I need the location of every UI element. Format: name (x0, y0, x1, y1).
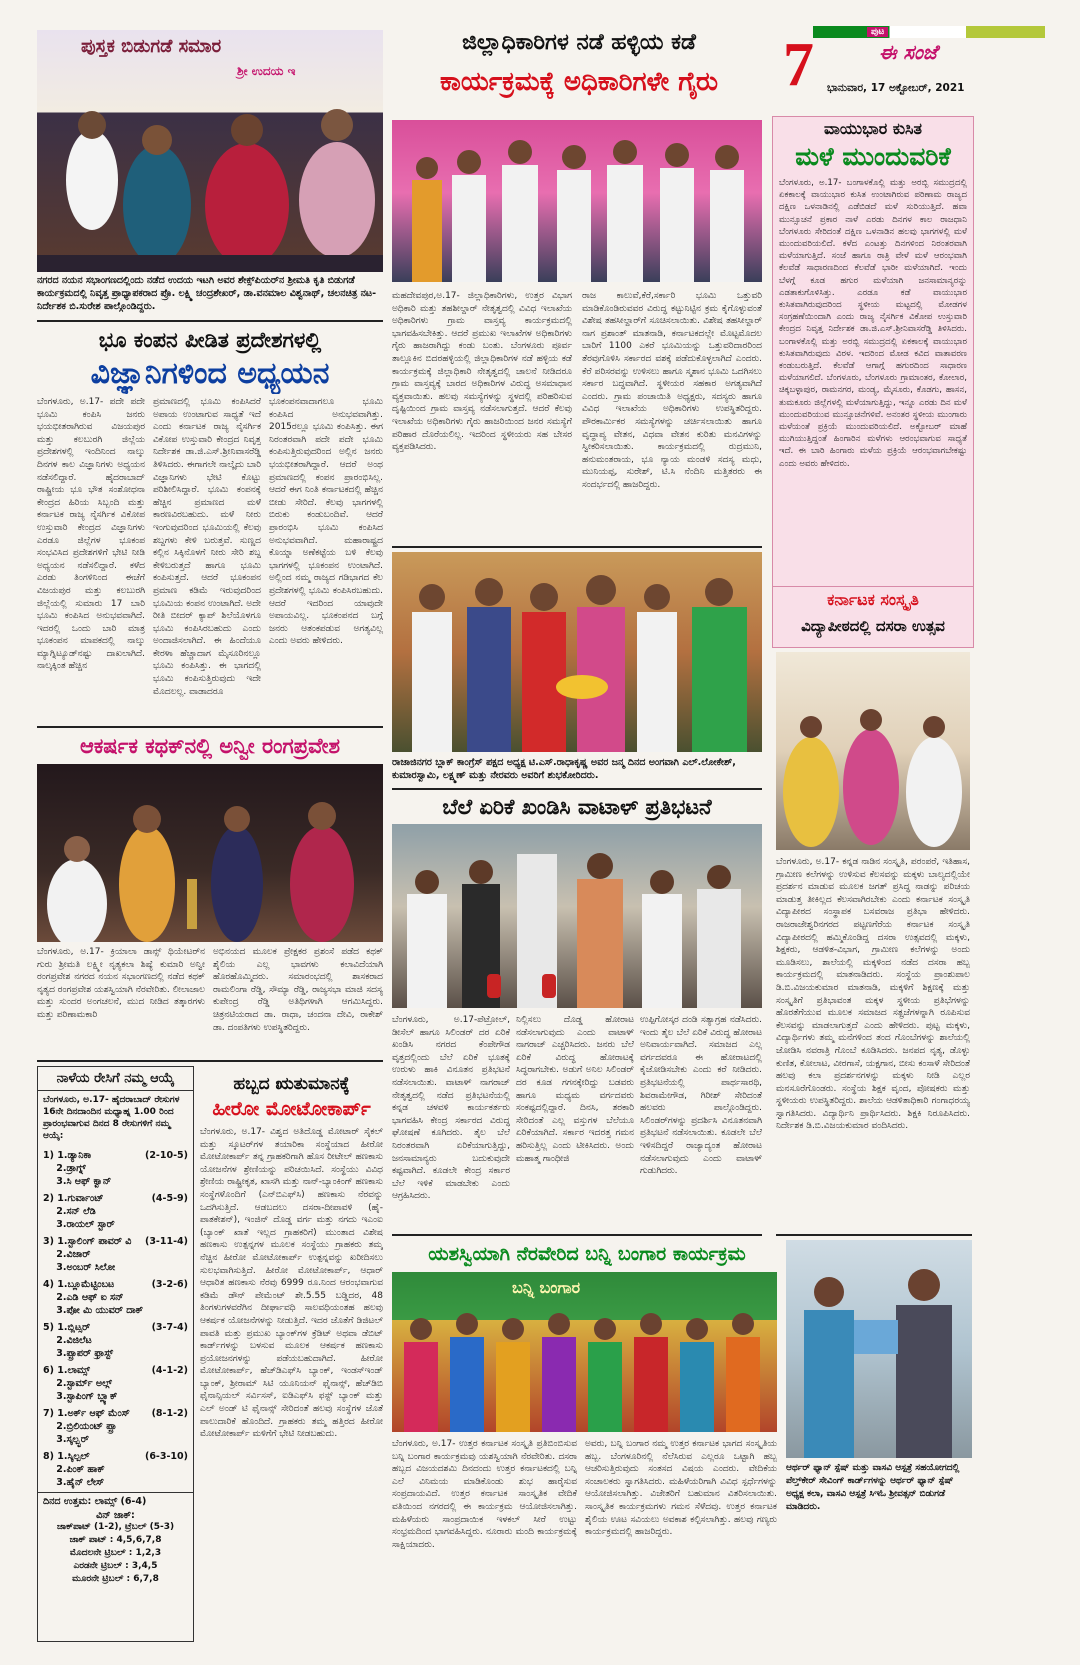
race-horse-name: 2.ಎಡಿ ಆಫ್ ಐ ಸನ್ (43, 1292, 124, 1303)
race-code: (8-1-2) (151, 1408, 188, 1419)
masthead (783, 26, 1045, 106)
race-code: (3-2-6) (151, 1279, 188, 1290)
rain-body: ಬೆಂಗಳೂರು, ಅ.17- ಬಂಗಾಳಕೊಲ್ಲಿ ಮತ್ತು ಅರಬ್ಬಿ ಸಮುದ್ರದಲ್ಲಿ ಏಕಕಾಲಕ್ಕೆ ವಾಯುಭಾರ ಕುಸಿತ ಉಂಟಾಗಿರುವ ಪರಿಣಾಮ ರಾಜ್ಯದ ದಕ್ಷಿಣ ಒಳನಾಡಿನಲ್ಲಿ ಎಡೆಬಿಡದೆ ಮಳೆ ಸುರಿಯುತ್ತಿದೆ. ಹವಾ ಮುನ್ಸೂಚನೆ ಪ್ರಕಾರ ನಾಳೆ ಎರಡು ದಿನಗಳ ಕಾಲ ರಾಜಧಾನಿ ಬೆಂಗಳೂರು ಸೇರಿದಂತೆ ದಕ್ಷಿಣ ಒಳನಾಡಿನ ಹಲವು ಭಾಗಗಳಲ್ಲಿ ಮಳೆ ಮುಂದುವರಿಯಲಿದೆ. ಕಳೆದ ಎಂಟತ್ತು ದಿನಗಳಿಂದ ನಿರಂತರವಾಗಿ ಮಳೆಯಾಗುತ್ತಿದೆ. ಸಂಜೆ ಹಾಗೂ ರಾತ್ರಿ ವೇಳೆ ಮಳೆ ಆರಂಭವಾಗಿ ಕೆಲವೆಡೆ ಸಾಧಾರಣದಿಂದ ಕೆಲವೆಡೆ ಭಾರೀ ಮಳೆಯಾಗಿದೆ. ಇಂದು ಬೆಳಗ್ಗೆ ಕೂಡ ಹಗುರ ಮಳೆಯಾಗಿ ಜನಸಾಮಾನ್ಯರನ್ನು ಎಡತಾಕುಗೊಳಿಸಿತ್ತು. ಎರಡೂ ಕಡೆ ವಾಯುಭಾರ ಕುಸಿತವಾಗಿರುವುದರಿಂದ ಸ್ಥಳೀಯ ಮಟ್ಟದಲ್ಲಿ ಮೋಡಗಳ ಸಂಗ್ರಹಣೆಯಿಂದಾಗಿ ಎಂದು ರಾಜ್ಯ ನೈಸರ್ಗಿಕ ವಿಕೋಪ ಉಸ್ತುವಾರಿ ಕೇಂದ್ರದ ನಿವೃತ್ತ ನಿರ್ದೇಶಕ ಡಾ.ಜಿ.ಎಸ್.ಶ್ರೀನಿವಾಸರೆಡ್ಡಿ ತಿಳಿಸಿದರು. ಬಂಗಾಳಕೊಲ್ಲಿ ಮತ್ತು ಅರಬ್ಬಿ ಸಮುದ್ರದಲ್ಲಿ ಏಕಕಾಲಕ್ಕೆ ವಾಯುಭಾರ ಕುಸಿತವಾಗಿರುವುದು ವಿರಳ. ಇದರಿಂದ ಮೋಡ ಕವಿದ ವಾತಾವರಣ ಕಂಡುಬರುತ್ತಿದೆ. ಕೆಲವೆಡೆ ಆಗಾಗ್ಗೆ ಹಗುರದಿಂದ ಸಾಧಾರಣ ಮಳೆಯಾಗಲಿದೆ. ಬೆಂಗಳೂರು, ಬೆಂಗಳೂರು ಗ್ರಾಮಾಂತರ, ಕೋಲಾರ, ಚಿಕ್ಕಬಳ್ಳಾಪುರ, ರಾಮನಗರ, ಮಂಡ್ಯ, ಮೈಸೂರು, ಕೊಡಗು, ಹಾಸನ, ತುಮಕೂರು ಜಿಲ್ಲೆಗಳಲ್ಲಿ ಮಳೆಯಾಗುತ್ತಿದ್ದು, ಇನ್ನೂ ಎರಡು ದಿನ ಮಳೆ ಮುಂದುವರಿಯುವ ಮುನ್ಸೂಚನೆಗಳಿವೆ. ಅನಂತರ ಸ್ಥಳೀಯ ಮುಂಗಾರು ಮಳೆಯಂತೆ ಪ್ರಕ್ರಿಯೆ ಮುಂದುವರಿಯಲಿದೆ. ಅಕ್ಟೋಬರ್ ಮಾಹೆ ಮುಗಿಯುತ್ತಿದ್ದಂತೆ ಹಿಂಗಾರಿನ ಮಳೆಗಳು ಆರಂಭವಾಗುವ ಸಾಧ್ಯತೆ ಇದೆ. ಈ ಬಾರಿ ಹಿಂಗಾರು ಮಳೆಯ ಪ್ರಕ್ರಿಯೆ ಆರಂಭವಾಗಬೇಕಷ್ಟು ಎಂದು ಅವರು ಹೇಳಿದರು. (779, 178, 967, 469)
book-release-photo (37, 30, 383, 272)
race-horse-row (43, 1192, 188, 1205)
dasara-body: ಬೆಂಗಳೂರು, ಅ.17- ಕನ್ನಡ ನಾಡಿನ ಸಂಸ್ಕೃತಿ, ಪರಂಪರೆ, ಇತಿಹಾಸ, ಗ್ರಾಮೀಣ ಕಲೆಗಳನ್ನು ಉಳಿಸುವ ಕೆಲಸವನ್ನು ಮಕ್ಕಳು ಬಾಲ್ಯದಲ್ಲಿಯೇ ಪ್ರದರ್ಶನ ಮಾಡುವ ಮೂಲಕ ಜಗತ್ ಪ್ರಸಿದ್ಧ ನಾಡನ್ನು ಪರಿಚಯ ಮಾಡುತ್ತ ತೀಕಿಲ್ಲದ ಕೆಲಸವಾಗಿರಬೇಕು ಎಂದು ಕರ್ನಾಟಕ ಸಂಸ್ಕೃತಿ ವಿದ್ಯಾಪೀಠದ ಸಂಸ್ಥಾಪಕ ಬಸವರಾಜ ಪ್ರತಿಭಾ ಹೇಳಿದರು. ರಾಜರಾಜೇಶ್ವರಿನಗರದ ಪಟ್ಟಣಗೆರೆಯ ಕರ್ನಾಟಕ ಸಂಸ್ಕೃತಿ ವಿದ್ಯಾಪೀಠದಲ್ಲಿ ಹಮ್ಮಿಕೊಂಡಿದ್ದ ದಸರಾ ಉತ್ಸವದಲ್ಲಿ ಮಕ್ಕಳು, ಶಿಕ್ಷಕರು, ಆಡಳಿತ-ವಿಭಾಗ, ಗ್ರಾಮೀಣ ಕಲೆಗಳನ್ನು ಅಂದು ಮೂಡಿಸಲು, ಶಾಲೆಯಲ್ಲಿ ಮಕ್ಕಳಿಂದ ನಡೆದ ದಸರಾ ಹಬ್ಬ ಕಾರ್ಯಕ್ರಮದಲ್ಲಿ ಮಾತನಾಡಿದರು. ಸಂಸ್ಥೆಯ ಪ್ರಾಂಶುಪಾಲ ಡಿ.ಬಿ.ವಿಜಯಕುಮಾರ ಮಾತನಾಡಿ, ಮಕ್ಕಳಿಗೆ ಶಿಕ್ಷಣಕ್ಕೆ ಮತ್ತು ಸಂಸ್ಕೃತಿಗೆ ಪ್ರತಿಭಾವಂತ ಮಕ್ಕಳ ಸ್ಥಳೀಯ ಪ್ರತಿಭೆಗಳನ್ನು ಹೊರತೆಗೆಯುವ ಮೂಲಕ ಸಮಾಜದ ಸತ್ಪ್ರಜೆಗಳನ್ನಾಗಿ ರೂಪಿಸುವ ಕೆಲಸವನ್ನು ಮಾಡಲಾಗುತ್ತದೆ ಎಂದು ಹೇಳಿದರು. ಪುಟ್ಟ ಮಕ್ಕಳು, ವಿದ್ಯಾರ್ಥಿಗಳು ತಮ್ಮ ಮನೆಗಳಿಂದ ತಂದ ಗೊಂಬೆಗಳನ್ನು ಶಾಲೆಯಲ್ಲಿ ಜೋಡಿಸಿ ನವರಾತ್ರಿ ಗೊಂಬೆ ಕೂಡಿಸಿದರು. ಜನಪದ ನೃತ್ಯ, ಡೊಳ್ಳು ಕುಣಿತ, ಕೋಲಾಟ, ವೀರಗಾಸೆ, ಯಕ್ಷಗಾನ, ಬೀಸು ಕಂಸಾಳೆ ಸೇರಿದಂತೆ ಹಲವು ಕಲಾ ಪ್ರದರ್ಶನಗಳನ್ನು ಮಕ್ಕಳು ನೀಡಿ ಎಲ್ಲರ ಮನಸೂರೆಗೊಂಡರು. ಸಂಸ್ಥೆಯ ಶಿಕ್ಷಕ ವೃಂದ, ಪೋಷಕರು ಮತ್ತು ಸ್ಥಳೀಯರು ಉಪಸ್ಥಿತರಿದ್ದರು. ಶಾಲೆಯ ಆಡಳಿತಾಧಿಕಾರಿ ಗಂಗಾಧರಯ್ಯ ಸ್ವಾಗತಿಸಿದರು. ವಿದ್ಯಾರ್ಥಿನಿ ಪ್ರಾರ್ಥಿಸಿದರು. ಶಿಕ್ಷಕಿ ನಿರೂಪಿಸಿದರು. ನಿರ್ದೇಶಕ ಡಿ.ಬಿ.ವಿಜಯಕುಮಾರ ವಂದಿಸಿದರು. (776, 857, 970, 1132)
race-code: (4-1-2) (151, 1365, 188, 1376)
race-entry (43, 1149, 188, 1188)
officials-col2: ರಾಜ ಕಾಲುವೆ,ಕೆರೆ,ಸರ್ಕಾರಿ ಭೂಮಿ ಒತ್ತುವರಿ ಮಾಡಿಕೊಂಡಿರುವವರ ವಿರುದ್ಧ ಕಟ್ಟುನಿಟ್ಟಿನ ಕ್ರಮ ಕೈಗೊಳ್ಳುವಂತೆ ವಿಶೇಷ ತಹಸೀಲ್ದಾರ್‌ಗೆ ಸೂಚಿಸಲಾಯಿತು. ವಿಶೇಷ ತಹಸೀಲ್ದಾರ್ ನಾಗ ಪ್ರಶಾಂತ್ ಮಾತನಾಡಿ, ಕರ್ನಾಟಕದಲ್ಲೇ ಮೊಟ್ಟಮೊದಲ ಬಾರಿಗೆ 1100 ಎಕರೆ ಭೂಮಿಯನ್ನು ಒತ್ತುವರಿದಾರರಿಂದ ತೆರವುಗೊಳಿಸಿ ಸರ್ಕಾರದ ವಶಕ್ಕೆ ಪಡೆದುಕೊಳ್ಳಲಾಗಿದೆ ಎಂದರು. ಕೆರೆ ಪರಿಸರವನ್ನು ಉಳಿಸಲು ಹಾಗೂ ಸ್ಮಶಾನ ಭೂಮಿ ಒದಗಿಸಲು ಸರ್ಕಾರ ಬದ್ಧವಾಗಿದೆ. ಸ್ಥಳೀಯರ ಸಹಕಾರ ಅಗತ್ಯವಾಗಿದೆ ಎಂದರು. ಗ್ರಾಮ ಪಂಚಾಯಿತಿ ಅಧ್ಯಕ್ಷರು, ಸದಸ್ಯರು ಹಾಗೂ ವಿವಿಧ ಇಲಾಖೆಯ ಅಧಿಕಾರಿಗಳು ಉಪಸ್ಥಿತರಿದ್ದರು. ಪೌರಕಾರ್ಮಿಕರ ಸಮಸ್ಯೆಗಳನ್ನು ಚರ್ಚಿಸಲಾಯಿತು ಹಾಗೂ ವೃದ್ಧಾಪ್ಯ ವೇತನ, ವಿಧವಾ ವೇತನ ಕುರಿತು ಮನವಿಗಳನ್ನು ಸ್ವೀಕರಿಸಲಾಯಿತು. ಕಾರ್ಯಕ್ರಮದಲ್ಲಿ ರುದ್ರಮುನಿ, ಹನುಮಂತರಾಯ, ಭೂ ನ್ಯಾಯ ಮಂಡಳಿ ಸದಸ್ಯ ಮಧು, ಮುನಿಯಪ್ಪ, ಸುರೇಶ್, ಟಿ.ಸಿ ನೆಂದಿನಿ ಮತ್ತಿತರರು ಈ ಸಂದರ್ಭದಲ್ಲಿ ಹಾಜರಿದ್ದರು. (582, 291, 762, 490)
race-entry (43, 1321, 188, 1360)
banni-people (392, 1272, 777, 1432)
race-code: (4-5-9) (151, 1193, 188, 1204)
race-horse-row (43, 1334, 188, 1347)
earthquake-col1: ಬೆಂಗಳೂರು, ಅ.17- ಪದೇ ಪದೇ ಭೂಮಿ ಕಂಪಿಸಿ ಜನರು ಭಯಭೀತರಾಗಿರುವ ವಿಜಯಪುರ ಮತ್ತು ಕಲಬುರಗಿ ಜಿಲ್ಲೆಯ ಪ್ರದೇಶಗಳಲ್ಲಿ ಇಂದಿನಿಂದ ನಾಲ್ಕು ದಿನಗಳ ಕಾಲ ವಿಜ್ಞಾನಿಗಳು ಅಧ್ಯಯನ ನಡೆಸಲಿದ್ದಾರೆ. ಹೈದರಾಬಾದ್ ರಾಷ್ಟ್ರೀಯ ಭೂ ಭೌತ ಸಂಶೋಧನಾ ಕೇಂದ್ರದ ಹಿರಿಯ ಸಿಬ್ಬಂದಿ ಮತ್ತು ಕರ್ನಾಟಕ ರಾಜ್ಯ ನೈಸರ್ಗಿಕ ವಿಕೋಪ ಉಸ್ತುವಾರಿ ಕೇಂದ್ರದ ವಿಜ್ಞಾನಿಗಳು ಎರಡೂ ಜಿಲ್ಲೆಗಳ ಭೂಕಂಪ ಸಂಭವಿಸಿದ ಪ್ರದೇಶಗಳಿಗೆ ಭೇಟಿ ನೀಡಿ ಅಧ್ಯಯನ ನಡೆಸಲಿದ್ದಾರೆ. ಕಳೆದ ಎರಡು ತಿಂಗಳಿನಿಂದ ಈಚೆಗೆ ವಿಜಯಪುರ ಮತ್ತು ಕಲಬುರಗಿ ಜಿಲ್ಲೆಯಲ್ಲಿ ಸುಮಾರು 17 ಬಾರಿ ಭೂಮಿ ಕಂಪಿಸಿದ ಅನುಭವವಾಗಿದೆ. ಇದರಲ್ಲಿ ಒಂದು ಬಾರಿ ಮಾತ್ರ ಭೂಕಂಪನ ಮಾಪಕದಲ್ಲಿ ನಾಲ್ಕು ಮ್ಯಾಗ್ನಿಟ್ಯೂಡ್‌ನಷ್ಟು ದಾಖಲಾಗಿದೆ. ನಾಲ್ಕಕ್ಕಿಂತ ಹೆಚ್ಚಿನ (37, 397, 145, 672)
protest-photo (392, 824, 762, 1008)
race-horse-row (43, 1407, 188, 1420)
earthquake-kicker: ಭೂ ಕಂಪನ ಪೀಡಿತ ಪ್ರದೇಶಗಳಲ್ಲಿ (98, 328, 322, 352)
kathak-headline: ಆಕರ್ಷಕ ಕಥಕ್‌ನಲ್ಲಿ ಅನ್ವೀ ರಂಗಪ್ರವೇಶ (79, 734, 341, 758)
officials-kicker: ಜಿಲ್ಲಾಧಿಕಾರಿಗಳ ನಡೆ ಹಳ್ಳಿಯ ಕಡೆ (462, 30, 696, 55)
dasara-photo (776, 652, 970, 850)
jackpot-line: ಮೊದಲನೇ ಟ್ರಿಬಲ್ : 1,2,3 (69, 1548, 162, 1558)
race-horse-name: 2.ಸ್ಟಾರ್ಮ್ ಅಲ್ಗ್ (43, 1378, 112, 1389)
race-horse-name: 3.ಸ್ಕಲ್ಪ್ಟರ್ (43, 1434, 89, 1445)
race-horse-row (43, 1175, 188, 1188)
race-horse-row (43, 1162, 188, 1175)
birthday-caption: ರಾಜಾಜಿನಗರ ಬ್ಲಾಕ್ ಕಾಂಗ್ರೆಸ್ ಪಕ್ಷದ ಅಧ್ಯಕ್ಷ ಟಿ.ಎಸ್.ರಾಧಾಕೃಷ್ಣ ಅವರ ಜನ್ಮ ದಿನದ ಅಂಗವಾಗಿ ಎಲ್.ಲೋಕೇಶ್, ಕುಮಾರಸ್ವಾಮಿ, ಲಕ್ಷ್ಮಣ್ ಮತ್ತು ನೇರವರು ಅವರಿಗೆ ಶುಭಕೋರಿದರು. (392, 757, 736, 781)
rain-box (772, 116, 974, 590)
rain-kicker: ವಾಯುಭಾರ ಕುಸಿತ (823, 119, 923, 138)
banni-banner: ಬನ್ನಿ ಬಂಗಾರ (512, 1278, 581, 1297)
race-horse-row (43, 1235, 188, 1248)
masthead-badge: ಪುಟ (867, 27, 888, 37)
earthquake-col2: ಪ್ರಮಾಣದಲ್ಲಿ ಭೂಮಿ ಕಂಪಿಸಿದರೆ ಅಪಾಯ ಉಂಟಾಗುವ ಸಾಧ್ಯತೆ ಇದೆ ಎಂದು ಕರ್ನಾಟಕ ರಾಜ್ಯ ನೈಸರ್ಗಿಕ ವಿಕೋಪ ಉಸ್ತುವಾರಿ ಕೇಂದ್ರದ ನಿವೃತ್ತ ನಿರ್ದೇಶಕ ಡಾ.ಜಿ.ಎಸ್.ಶ್ರೀನಿವಾಸರೆಡ್ಡಿ ತಿಳಿಸಿದರು. ಈಗಾಗಲೇ ನಾಲ್ಕೈದು ಬಾರಿ ವಿಜ್ಞಾನಿಗಳು ಭೇಟಿ ಕೊಟ್ಟು ಪರಿಶೀಲಿಸಿದ್ದಾರೆ. ಭೂಮಿ ಕಂಪನಕ್ಕೆ ಹೆಚ್ಚಿನ ಪ್ರಮಾಣದ ಮಳೆ ಕಾರಣವಿರಬಹುದು. ಮಳೆ ನೀರು ಇಂಗುವುದರಿಂದ ಭೂಮಿಯಲ್ಲಿ ಕೆಲವು ಶಬ್ದಗಳು ಕೇಳಿ ಬರುತ್ತವೆ. ಸುಣ್ಣದ ಕಲ್ಲಿನ ಸಿಕ್ಕಿನೊಳಗೆ ನೀರು ಸೇರಿ ಶಬ್ದ ಕೇಳಿಬರುತ್ತದೆ ಹಾಗೂ ಭೂಮಿ ಕಂಪಿಸುತ್ತದೆ. ಆದರೆ ಭೂಕಂಪನ ಪ್ರಮಾಣ ಕಡಿಮೆ ಇರುವುದರಿಂದ ಭೂಮಿಯ ಕಂಪನ ಉಂಟಾಗಿದೆ. ಅದೇ ರೀತಿ ಬೀದರ್ ಕ್ಯಾಪ್ ಶಿಲೆಯೊಳಗೂ ಭೂಮಿ ಕಂಪಿಸಿರಬಹುದು ಎಂದು ಅಂದಾಜಿಸಲಾಗಿದೆ. ಈ ಹಿಂದೆಯೂ ಕೇರಳಾ ಹೆಚ್ಚಾದಾಗ ಮೈಸೂರಿನಲ್ಲೂ ಭೂಮಿ ಕಂಪಿಸಿತ್ತು. ಈ ಭಾಗದಲ್ಲಿ ಭೂಮಿ ಕಂಪಿಸುತ್ತಿರುವುದು ಇದೇ ಮೊದಲಲ್ಲ. ವಾಡಾದರೂ (153, 397, 261, 697)
race-code: (2-10-5) (144, 1150, 188, 1161)
health-card-caption: ಆರ್ಥರ್ ಫ್ಯಾನ್ ಸ್ಪೆಷ್ ಮತ್ತು ವಾಸವಿ ಆಸ್ಪತ್ರೆ ಸಹಯೋಗದಲ್ಲಿ ಪೆಲ್ತ್‌ಕೇರ್ ಸೇವಿಂಗ್ ಕಾರ್ಡ್‌ಗಳನ್ನು ಆರ್ಥರ್ ಫ್ಯಾನ್ ಸ್ಪೆಷ್ ಅಧ್ಯಕ್ಷ ಕಲಾ, ವಾಸವಿ ಆಸ್ಪತ್ರೆ ಸಿಇಓ ಶ್ರೀವತ್ಸನ್ ಬಿಡುಗಡೆ ಮಾಡಿದರು. (786, 1463, 960, 1512)
race-horse-name: 3.ಸಿ ಆಫ್ ಕ್ವಾನ್ (43, 1176, 112, 1187)
race-horse-row (43, 1463, 188, 1476)
masthead-flag-stripe (813, 26, 1045, 38)
race-tips-title: ನಾಳೆಯ ರೇಸಿಗೆ ನಮ್ಮ ಆಯ್ಕೆ (38, 1067, 193, 1091)
race-best-bet: ದಿನದ ಉತ್ತಮ: ಲಾಮ್ಸ್ (6-4) (38, 1492, 193, 1510)
jackpot-line: ಎರಡನೇ ಟ್ರಿಬಲ್ : 3,4,5 (73, 1561, 158, 1571)
kathak-col2: ಅಭಿನಯದ ಮೂಲಕ ಪ್ರೇಕ್ಷಕರ ಪ್ರಶಂಸೆ ಪಡೆದ ಕಥಕ್ ಶೈಲಿಯ ಎಲ್ಲ ಭಾವಗಳು ಕಲಾವಿದೆಯಾಗಿ ಹೊರಹೊಮ್ಮಿದರು. ಸಮಾರಂಭದಲ್ಲಿ ಶಾಸಕರಾದ ರಾಮಲಿಂಗಾ ರೆಡ್ಡಿ, ಸೌಮ್ಯಾ ರೆಡ್ಡಿ, ರಾಜ್ಯಸಭಾ ಮಾಜಿ ಸದಸ್ಯ ಕುಪೇಂದ್ರ ರೆಡ್ಡಿ ಅತಿಥಿಗಳಾಗಿ ಆಗಮಿಸಿದ್ದರು. ಚಿತ್ರನಟಿಯರಾದ ಡಾ. ರಾಧಾ, ಚಂದನಾ ದೇವಿ, ರಾಕೇಶ್ ಡಾ. ದಂಪತಿಗಳು ಉಪಸ್ಥಿತರಿದ್ದರು. (213, 947, 383, 1033)
race-code: (3-11-4) (144, 1236, 188, 1247)
officials-photo (392, 120, 762, 282)
race-horse-name: 1) 1.ಡ್ಯಾನಿಕಾ (43, 1150, 92, 1161)
race-horse-name: 2.ಬ್ರಿಲಿಯಂಟ್ ಪ್ಪ್ರಾ (43, 1421, 117, 1432)
race-list (38, 1149, 193, 1489)
race-horse-row (43, 1218, 188, 1231)
race-entry (43, 1450, 188, 1489)
hero-body: ಬೆಂಗಳೂರು, ಅ.17- ವಿಶ್ವದ ಅತಿದೊಡ್ಡ ಮೋಟಾರ್ ಸೈಕಲ್ ಮತ್ತು ಸ್ಕೂಟರ್‌ಗಳ ತಯಾರಿಕಾ ಸಂಸ್ಥೆಯಾದ ಹೀರೋ ಮೋಟೋಕಾರ್ಪ್ ತನ್ನ ಗ್ರಾಹಕರಿಗಾಗಿ ಹೊಸ ರೀಟೇಲ್ ಹಣಕಾಸು ಯೋಜನೆಗಳ ಶ್ರೇಣಿಯನ್ನು ಪರಿಚಯಿಸಿದೆ. ಸಂಸ್ಥೆಯು ವಿವಿಧ ಶ್ರೇಣಿಯ ರಾಷ್ಟ್ರೀಕೃತ, ಖಾಸಗಿ ಮತ್ತು ನಾನ್-ಬ್ಯಾಂಕಿಂಗ್ ಹಣಕಾಸು ಸಂಸ್ಥೆಗಳೊಂದಿಗೆ (ಎನ್‌ಬಿಎಫ್‌ಸಿ) ಹಣಕಾಸು ನೆರವನ್ನು ಒದಗಿಸುತ್ತಿದೆ. ಆಡಬದಲು ದಸರಾ-ದೀಪಾವಳಿ (ಹೈ-ಪಾತಕೇಶನ್), ಇಂಜಿನ್ ದೊಡ್ಡ ವರ್ಗ ಮತ್ತು ನಗದು ಇಎಂಐ (ಬ್ಯಾಂಕ್ ಖಾತೆ ಇಲ್ಲದ ಗ್ರಾಹಕರಿಗೆ) ಮುಂತಾದ ವಿಶೇಷ ಹಣಕಾಸು ಉತ್ಪನ್ನಗಳ ಮೂಲಕ ಸಂಸ್ಥೆಯು ಗ್ರಾಹಕರು ತಮ್ಮ ನೆಚ್ಚಿನ ಹೀರೋ ಮೋಟೋಕಾರ್ಪ್ ಉತ್ಪನ್ನವನ್ನು ಖರೀದಿಸಲು ಸುಲಭವಾಗಿಸುತ್ತಿದೆ. ಹೀರೋ ಮೋಟೋಕಾರ್ಪ್, ಆಧಾರ್ ಆಧಾರಿತ ಹಣಕಾಸು ನೆರವು 6999 ರೂ.ನಿಂದ ಆರಂಭವಾಗುವ ಕಡಿಮೆ ಡೌನ್ ಪೇಮೆಂಟ್ ಶೇ.5.55 ಬಡ್ಡಿದರ, 48 ತಿಂಗಳುಗಳವರೆಗಿನ ದೀರ್ಘಾವಧಿ ಸಾಲವಧಿಯಂತಹ ಹಲವು ಆಕರ್ಷಕ ಯೋಜನೆಗಳನ್ನು ನೀಡುತ್ತಿದೆ. ಇದರ ಜೊತೆಗೆ ಡಿಜಿಟಲ್ ಪಾವತಿ ಮತ್ತು ಪ್ರಮುಖ ಬ್ಯಾಂಕ್‌ಗಳ ಕ್ರೆಡಿಟ್ ಅಥವಾ ಡೆಬಿಟ್ ಕಾರ್ಡ್‌ಗಳನ್ನು ಬಳಸುವ ಮೂಲಕ ಆಕರ್ಷಕ ಹಣಕಾಸು ಪ್ರಯೋಜನಗಳನ್ನು ಪಡೆಯಬಹುದಾಗಿದೆ. ಹೀರೋ ಮೋಟೋಕಾರ್ಪ್, ಹೆಚ್‌ಡಿಎಫ್‌ಸಿ ಬ್ಯಾಂಕ್, ಇಂಡಸ್‌ಇಂಡ್ ಬ್ಯಾಂಕ್, ಶ್ರೀರಾಮ್ ಸಿಟಿ ಯೂನಿಯನ್ ಫೈನಾನ್ಸ್, ಹೆಚ್‌ಡಿಬಿ ಫೈನಾನ್ಸಿಯಲ್ ಸರ್ವಿಸಸ್, ಐಡಿಎಫ್‌ಸಿ ಫಸ್ಟ್ ಬ್ಯಾಂಕ್ ಮತ್ತು ಎಲ್ ಅಂಡ್ ಟಿ ಫೈನಾನ್ಸ್ ಸೇರಿದಂತೆ ಹಲವು ಸಂಸ್ಥೆಗಳ ಜೊತೆ ಪಾಲುದಾರಿಕೆ ಹೊಂದಿದೆ. ಗ್ರಾಹಕರು ತಮ್ಮ ಹತ್ತಿರದ ಹೀರೋ ಮೋಟೋಕಾರ್ಪ್ ಮಳಿಗೆಗೆ ಭೇಟಿ ನೀಡಬಹುದು. (200, 1127, 383, 1440)
banni-headline: ಯಶಸ್ವಿಯಾಗಿ ನೆರವೇರಿದ ಬನ್ನಿ ಬಂಗಾರ ಕಾರ್ಯಕ್ರಮ (428, 1243, 746, 1265)
race-horse-row (43, 1261, 188, 1274)
protest-col2: ನಿಲ್ಲಿಸಲು ದೊಡ್ಡ ಹೋರಾಟ ನಡೆಸಲಾಗುವುದು ಎಂದು ವಾಟಾಳ್ ನಾಗರಾಜ್ ಎಚ್ಚರಿಸಿದರು. ಜನರು ಬೆಲೆ ಏರಿಕೆ ವಿರುದ್ಧ ಹೋರಾಟಕ್ಕೆ ಸಿದ್ಧರಾಗಬೇಕು. ಅಡುಗೆ ಅನಿಲ ಸಿಲಿಂಡರ್ ದರ ಕೂಡ ಗಗನಕ್ಕೇರಿದ್ದು ಬಡವರು ಹಾಗೂ ಮಧ್ಯಮ ವರ್ಗದವರು ಸಂಕಷ್ಟದಲ್ಲಿದ್ದಾರೆ. ದಿನಸಿ, ತರಕಾರಿ ಸೇರಿದಂತೆ ಎಲ್ಲ ವಸ್ತುಗಳ ಬೆಲೆಯೂ ಏರಿಕೆಯಾಗಿದೆ. ಸರ್ಕಾರ ಇದರತ್ತ ಗಮನ ಹರಿಸುತ್ತಿಲ್ಲ ಎಂದು ಟೀಕಿಸಿದರು. ಅಂದು ಮಹಾತ್ಮ ಗಾಂಧೀಜಿ (516, 1015, 634, 1164)
divider (37, 1060, 383, 1062)
jackpot-line: ಜಾಕ್‌ಪಾಟ್ (1-2), ಟ್ರೆಬಲ್ (5-3) (56, 1522, 175, 1532)
race-horse-name: 3.ರಾಯಲ್ ಸ್ಟಾರ್ (43, 1219, 115, 1230)
race-horse-name: 2.ಪಿಂಕ್ ಹಾಕ್ (43, 1464, 105, 1475)
race-horse-row (43, 1377, 188, 1390)
race-horse-name: 7) 1.ಅರ್ಕ್ ಆಫ್ ಮೆಂಸ್ (43, 1408, 130, 1419)
book-release-banner: ಪುಸ್ತಕ ಬಿಡುಗಡೆ ಸಮಾರ (81, 36, 222, 57)
book-release-people (37, 30, 383, 272)
race-horse-name: 2.ಸನ್ ಲೆಡಿ (43, 1206, 96, 1217)
race-entry (43, 1407, 188, 1446)
race-horse-name: 3.ಹೈನ್ ಲೇಸ್ (43, 1477, 105, 1488)
race-horse-name: 3.ಅಂಬರ್ ಸಿಲೋ (43, 1262, 116, 1273)
hero-kicker: ಹಬ್ಬದ ಋತುಮಾನಕ್ಕೆ (233, 1074, 350, 1094)
race-horse-row (43, 1248, 188, 1261)
paper-name: ಈ ಸಂಜೆ (879, 40, 938, 64)
book-release-caption: ನಗರದ ನಯನ ಸಭಾಂಗಣದಲ್ಲಿಂದು ನಡೆದ ಉದಯ ಇಟಗಿ ಅವರ ಶೇಕ್ಸ್‌ಪಿಯರ್‌ನ ಶ್ರೀಮತಿ ಕೃತಿ ಬಿಡುಗಡೆ ಕಾರ್ಯಕ್ರಮದಲ್ಲಿ ನಿವೃತ್ತ ಪ್ರಾಧ್ಯಾಪಕರಾದ ಪ್ರೊ. ಲಕ್ಷ್ಮಿ ಚಂದ್ರಶೇಖರ್, ಡಾ.ವನಮಾಲ ವಿಶ್ವನಾಥ್, ಚಲನಚಿತ್ರ ನಟ-ನಿರ್ದೇಶಕ ಬಿ.ಸುರೇಶ ಪಾಲ್ಗೊಂಡಿದ್ದರು. (37, 275, 377, 312)
race-horse-row (43, 1278, 188, 1291)
divider (37, 320, 383, 322)
race-horse-name: 8) 1.ಸ್ಕಿಲ್ಪಲ್ (43, 1451, 90, 1462)
dasara-kicker: ಕರ್ನಾಟಕ ಸಂಸ್ಕೃತಿ (827, 590, 919, 609)
race-horse-name: 3.ಸ್ಟಾಪಿಂಗ್ ಬ್ಲ್ಯಾಕ್ (43, 1391, 118, 1402)
health-card-people (786, 1240, 972, 1458)
divider (392, 546, 762, 548)
jackpot-line: ಮೂರನೇ ಟ್ರಿಬಲ್ : 6,7,8 (72, 1574, 159, 1584)
race-horse-name: 2.ಡ್ರಾಗ್ನ್ (43, 1163, 86, 1174)
kathak-col1: ಬೆಂಗಳೂರು, ಅ.17- ಕ್ರಿಯಾಲಾ ಡಾನ್ಸ್ ಥಿಯೇಟರ್‌ನ ಗುರು ಶ್ರೀಮತಿ ಲಕ್ಷ್ಮೀ ನೃತ್ಯಕಲಾ ಶಿಷ್ಯೆ ಕುಮಾರಿ ಅನ್ವೀ ರಂಗಪ್ರವೇಶ ನಗರದ ನಯನ ಸಭಾಂಗಣದಲ್ಲಿ ನಡೆದ ಕಥಕ್ ನೃತ್ಯದ ರಂಗಪ್ರವೇಶ ಯಶಸ್ವಿಯಾಗಿ ನೆರವೇರಿತು. ಲೀಲಾಜಾಲ ಮತ್ತು ಸುಂದರ ಅಂಗಚಲನೆ, ಮುದ ನೀಡಿದ ತತ್ಕಾರಗಳು ಮತ್ತು ಪರಿಣಾಮಕಾರಿ (37, 947, 205, 1020)
hero-headline: ಹೀರೋ ಮೋಟೋಕಾರ್ಪ್ (212, 1098, 371, 1120)
protest-people (392, 824, 762, 1008)
race-code: (6-3-10) (144, 1451, 188, 1462)
earthquake-col3: ಭೂಕಂಪನವಾದಾಗಲೂ ಭೂಮಿ ಕಂಪಿಸಿದ ಅನುಭವವಾಗಿತ್ತು. 2015ರಲ್ಲೂ ಭೂಮಿ ಕಂಪಿಸಿತ್ತು. ಈಗ ನಿರಂತರವಾಗಿ ಪದೇ ಪದೇ ಭೂಮಿ ಕಂಪಿಸುತ್ತಿರುವುದರಿಂದ ಅಲ್ಲಿನ ಜನರು ಭಯಭೀತರಾಗಿದ್ದಾರೆ. ಆದರೆ ಅಂಥ ಪ್ರಮಾಣದಲ್ಲಿ ಕಂಪನ ಪ್ರಾರಂಭಿಸಿಲ್ಲ. ಆದರೆ ಈಗ ನಿಂತಿ ಕರ್ನಾಟಕದಲ್ಲಿ ಹೆಚ್ಚಿನ ಬೀಡು ಸೇರಿದೆ. ಕೆಲವು ಭಾಗಗಳಲ್ಲಿ ಬಿರುಕು ಕಂಡುಬಂದಿವೆ. ಆದರೆ ಪ್ರಾರಂಭಿಸಿ ಭೂಮಿ ಕಂಪಿಸಿದ ಅನುಭವವಾಗಿದೆ. ಮಹಾರಾಷ್ಟ್ರದ ಕೊಯ್ನಾ ಅಣೆಕಟ್ಟೆಯ ಬಳಿ ಕೆಲವು ಭಾಗಗಳಲ್ಲಿ ಭೂಕಂಪನ ಉಂಟಾಗಿದೆ. ಅಲ್ಲಿಂದ ನಮ್ಮ ರಾಜ್ಯದ ಗಡಿಭಾಗದ ಕೆಲ ಪ್ರದೇಶಗಳಲ್ಲಿ ಭೂಮಿ ಕಂಪಿಸಿರಬಹುದು. ಆದರೆ ಇದರಿಂದ ಯಾವುದೇ ಅಪಾಯವಿಲ್ಲ. ಭೂಕಂಪನದ ಬಗ್ಗೆ ಜನರು ಆತಂಕಪಡುವ ಅಗತ್ಯವಿಲ್ಲ ಎಂದು ಅವರು ಹೇಳಿದರು. (269, 397, 383, 647)
race-horse-name: 3.ಪೋ ಮಿ ಯುವರ್ ದಾಕ್ (43, 1305, 144, 1316)
race-horse-row (43, 1291, 188, 1304)
protest-headline: ಬೆಲೆ ಏರಿಕೆ ಖಂಡಿಸಿ ವಾಟಾಳ್ ಪ್ರತಿಭಟನೆ (442, 795, 712, 819)
race-horse-name: 6) 1.ಲಾಮ್ಸ್ (43, 1365, 91, 1376)
race-jackpot-title: ವಿನ್ ಜಾಕ್: (96, 1510, 135, 1521)
race-horse-row (43, 1450, 188, 1463)
birthday-photo (392, 552, 762, 752)
race-entry (43, 1192, 188, 1231)
officials-col1: ಮಹದೇವಪುರ,ಅ.17- ಜಿಲ್ಲಾಧಿಕಾರಿಗಳು, ಉತ್ತರ ವಿಭಾಗ ಅಧಿಕಾರಿ ಮತ್ತು ತಹಶೀಲ್ದಾರ್ ನೇತೃತ್ವದಲ್ಲಿ ವಿವಿಧ ಇಲಾಖೆಯ ಅಧಿಕಾರಿಗಳು ಗ್ರಾಮ ವಾಸ್ತವ್ಯ ಕಾರ್ಯಕ್ರಮದಲ್ಲಿ ಭಾಗವಹಿಸಬೇಕಿತ್ತು. ಆದರೆ ಪ್ರಮುಖ ಇಲಾಖೆಗಳ ಅಧಿಕಾರಿಗಳು ಗೈರು ಹಾಜರಾಗಿದ್ದು ಕಂಡು ಬಂತು. ಬೆಂಗಳೂರು ಪೂರ್ವ ತಾಲ್ಲೂಕಿನ ಬಿದರಹಳ್ಳಿಯಲ್ಲಿ ಜಿಲ್ಲಾಧಿಕಾರಿಗಳ ನಡೆ ಹಳ್ಳಿಯ ಕಡೆ ಕಾರ್ಯಕ್ರಮಕ್ಕೆ ಜಿಲ್ಲಾಧಿಕಾರಿ ನೇತೃತ್ವದಲ್ಲಿ ಚಾಲನೆ ನೀಡಿದರೂ ಗ್ರಾಮ ವಾಸ್ತವ್ಯಕ್ಕೆ ಬಾರದ ಅಧಿಕಾರಿಗಳ ವಿರುದ್ಧ ಅಸಮಾಧಾನ ವ್ಯಕ್ತವಾಯಿತು. ಹಲವು ಸಮಸ್ಯೆಗಳನ್ನು ಸ್ಥಳದಲ್ಲಿ ಪರಿಹರಿಸುವ ದೃಷ್ಟಿಯಿಂದ ಗ್ರಾಮ ವಾಸ್ತವ್ಯ ನಡೆಸಲಾಗುತ್ತದೆ. ಆದರೆ ಕೆಲವು ಇಲಾಖೆಯ ಅಧಿಕಾರಿಗಳು ಗೈರು ಹಾಜರಿಯಿಂದ ಜನರ ಸಮಸ್ಯೆಗೆ ಪರಿಹಾರ ದೊರೆಯಲಿಲ್ಲ. ಇದರಿಂದ ಸ್ಥಳೀಯರು ಸಹ ಬೇಸರ ವ್ಯಕ್ತಪಡಿಸಿದರು. (392, 291, 572, 453)
race-horse-row (43, 1347, 188, 1360)
dasara-kicker-bar (772, 586, 974, 648)
race-horse-row (43, 1304, 188, 1317)
race-tips-intro: ಬೆಂಗಳೂರು, ಅ.17- ಹೈದರಾಬಾದ್ ರೇಸುಗಳ 16ನೇ ದಿನದಾಂದಿನ ಮಧ್ಯಾಹ್ನ 1.00 ರಿಂದ ಪ್ರಾರಂಭವಾಗುವ ದಿನದ 8 ರೇಸುಗಳಿಗೆ ನಮ್ಮ ಆಯ್ಕೆ: (43, 1095, 180, 1141)
race-entry (43, 1278, 188, 1317)
jackpot-list (38, 1521, 193, 1586)
divider (392, 1234, 762, 1236)
book-release-banner-sub: ಶ್ರೀ ಉದಯ ಇ (237, 64, 296, 78)
race-horse-row (43, 1205, 188, 1218)
race-horse-name: 4) 1.ಬ್ಲೂಮೆಟ್ಟಿಂಬಟ (43, 1279, 115, 1290)
race-horse-row (43, 1390, 188, 1403)
race-entry (43, 1364, 188, 1403)
race-entry (43, 1235, 188, 1274)
race-horse-name: 5) 1.ಬ್ಲಿಟ್ಸರ್ (43, 1322, 91, 1333)
kathak-photo (37, 764, 383, 942)
race-horse-row (43, 1149, 188, 1162)
divider (392, 788, 762, 790)
race-horse-name: 3) 1.ಸ್ಟಾಲಿಂಗ್ ಪಾವರ್ ವಿ (43, 1236, 132, 1247)
divider (776, 1234, 972, 1236)
race-horse-row (43, 1476, 188, 1489)
officials-headline: ಕಾರ್ಯಕ್ರಮಕ್ಕೆ ಅಧಿಕಾರಿಗಳೇ ಗೈರು (439, 67, 719, 97)
banni-col1: ಬೆಂಗಳೂರು, ಅ.17- ಉತ್ತರ ಕರ್ನಾಟಕ ಸಂಸ್ಕೃತಿ ಪ್ರತಿಬಿಂಬಿಸುವ ಬನ್ನಿ ಬಂಗಾರ ಕಾರ್ಯಕ್ರಮವು ಯಶಸ್ವಿಯಾಗಿ ನೆರವೇರಿತು. ದಸರಾ ಹಬ್ಬದ ವಿಜಯದಶಮಿ ದಿನದಂದು ಉತ್ತರ ಕರ್ನಾಟಕದಲ್ಲಿ ಬನ್ನಿ ಎಲೆ ವಿನಿಮಯ ಮಾಡಿಕೊಂಡು ಶುಭ ಹಾರೈಸುವ ಸಂಪ್ರದಾಯವಿದೆ. ಉತ್ತರ ಕರ್ನಾಟಕ ಸಾಂಸ್ಕೃತಿಕ ವೇದಿಕೆ ವತಿಯಿಂದ ನಗರದಲ್ಲಿ ಈ ಕಾರ್ಯಕ್ರಮ ಆಯೋಜಿಸಲಾಗಿತ್ತು. ಮಹಿಳೆಯರು ಸಾಂಪ್ರದಾಯಿಕ ಇಳಕಲ್ ಸೀರೆ ಉಟ್ಟು ಸಂಭ್ರಮದಿಂದ ಭಾಗವಹಿಸಿದ್ದರು. ನೂರಾರು ಮಂದಿ ಕಾರ್ಯಕ್ರಮಕ್ಕೆ ಸಾಕ್ಷಿಯಾದರು. (392, 1439, 577, 1550)
birthday-people (392, 552, 762, 752)
banni-photo (392, 1272, 777, 1432)
divider (37, 726, 383, 728)
rain-headline: ಮಳೆ ಮುಂದುವರಿಕೆ (795, 142, 951, 171)
officials-people (392, 120, 762, 282)
race-horse-name: 2.ವಿಜಾರ್ (43, 1249, 91, 1260)
race-horse-row (43, 1433, 188, 1446)
race-horse-row (43, 1364, 188, 1377)
dasara-headline: ವಿದ್ಯಾಪೀಠದಲ್ಲಿ ದಸರಾ ಉತ್ಸವ (801, 617, 945, 635)
page-number: 7 (783, 31, 814, 99)
race-horse-name: 3.ಪ್ಪ್ರಾಪರ್ ಫ್ರಾಸ್ಟ್ (43, 1348, 114, 1359)
banni-col2: ಅವರು, ಬನ್ನಿ ಬಂಗಾರ ನಮ್ಮ ಉತ್ತರ ಕರ್ನಾಟಕ ಭಾಗದ ಸಂಸ್ಕೃತಿಯ ಹಬ್ಬ. ಬೆಂಗಳೂರಿನಲ್ಲಿ ನೆಲೆಸಿರುವ ಎಲ್ಲರೂ ಒಟ್ಟಾಗಿ ಹಬ್ಬ ಆಚರಿಸುತ್ತಿರುವುದು ಸಂತಸದ ವಿಷಯ ಎಂದರು. ವೇದಿಕೆಯ ಸಂಚಾಲಕರು ಸ್ವಾಗತಿಸಿದರು. ಮಹಿಳೆಯರಿಗಾಗಿ ವಿವಿಧ ಸ್ಪರ್ಧೆಗಳನ್ನು ಆಯೋಜಿಸಲಾಗಿತ್ತು. ವಿಜೇತರಿಗೆ ಬಹುಮಾನ ವಿತರಿಸಲಾಯಿತು. ಸಾಂಸ್ಕೃತಿಕ ಕಾರ್ಯಕ್ರಮಗಳು ಗಮನ ಸೆಳೆದವು. ಉತ್ತರ ಕರ್ನಾಟಕ ಶೈಲಿಯ ಊಟ ಸವಿಯಲು ಅವಕಾಶ ಕಲ್ಪಿಸಲಾಗಿತ್ತು. ಹಲವು ಗಣ್ಯರು ಕಾರ್ಯಕ್ರಮದಲ್ಲಿ ಹಾಜರಿದ್ದರು. (585, 1439, 777, 1538)
masthead-date: ಭಾನುವಾರ, 17 ಅಕ್ಟೋಬರ್, 2021 (827, 82, 965, 94)
race-horse-name: 2.ವಿಜಿಲೆಟ (43, 1335, 92, 1346)
race-horse-name: 2) 1.ಗುರ್ವಾಂಟ್ (43, 1193, 104, 1204)
earthquake-headline: ವಿಜ್ಞಾನಿಗಳಿಂದ ಅಧ್ಯಯನ (90, 356, 330, 391)
race-horse-row (43, 1321, 188, 1334)
protest-col3: ಉಪ್ಪಿಗೋಸ್ಕರ ದಂಡಿ ಸತ್ಯಾಗ್ರಹ ನಡೆಸಿದರು. ಇಂದು ತೈಲ ಬೆಲೆ ಏರಿಕೆ ವಿರುದ್ಧ ಹೋರಾಟ ಅನಿವಾರ್ಯವಾಗಿದೆ. ಸಮಾಜದ ಎಲ್ಲ ವರ್ಗದವರೂ ಈ ಹೋರಾಟದಲ್ಲಿ ಕೈಜೋಡಿಸಬೇಕು ಎಂದು ಕರೆ ನೀಡಿದರು. ಪ್ರತಿಭಟನೆಯಲ್ಲಿ ಪಾರ್ಥಸಾರಥಿ, ಶಿವರಾಮೇಗೌಡ, ಗಿರೀಶ್ ಸೇರಿದಂತೆ ಹಲವರು ಪಾಲ್ಗೊಂಡಿದ್ದರು. ಸಿಲಿಂಡರ್‌ಗಳನ್ನು ಪ್ರದರ್ಶಿಸಿ ವಿನೂತನವಾಗಿ ಪ್ರತಿಭಟನೆ ನಡೆಸಲಾಯಿತು. ಕೂಡಲೇ ಬೆಲೆ ಇಳಿಸದಿದ್ದರೆ ರಾಜ್ಯಾದ್ಯಂತ ಹೋರಾಟ ನಡೆಸಲಾಗುವುದು ಎಂದು ವಾಟಾಳ್ ಗುಡುಗಿದರು. (640, 1015, 762, 1177)
jackpot-line: ಜಾಕ್ ಪಾಟ್ : 4,5,6,7,8 (69, 1535, 162, 1545)
kathak-people (37, 764, 383, 942)
protest-col1: ಬೆಂಗಳೂರು, ಅ.17-ಪೆಟ್ರೋಲ್, ಡೀಸೆಲ್ ಹಾಗೂ ಸಿಲಿಂಡರ್ ದರ ಏರಿಕೆ ಖಂಡಿಸಿ ನಗರದ ಕೆಂಪೇಗೌಡ ವೃತ್ತದಲ್ಲಿಂದು ಬೆಲೆ ಏರಿಕೆ ಭೂತಕ್ಕೆ ಉರುಳು ಹಾಕಿ ವಿನೂತನ ಪ್ರತಿಭಟನೆ ನಡೆಸಲಾಯಿತು. ವಾಟಾಳ್ ನಾಗರಾಜ್ ನೇತೃತ್ವದಲ್ಲಿ ನಡೆದ ಪ್ರತಿಭಟನೆಯಲ್ಲಿ ಕನ್ನಡ ಚಳವಳಿ ಕಾರ್ಯಕರ್ತರು ಭಾಗವಹಿಸಿ ಕೇಂದ್ರ ಸರ್ಕಾರದ ವಿರುದ್ಧ ಘೋಷಣೆ ಕೂಗಿದರು. ತೈಲ ಬೆಲೆ ನಿರಂತರವಾಗಿ ಏರಿಕೆಯಾಗುತ್ತಿದ್ದು, ಜನಸಾಮಾನ್ಯರು ಬದುಕುವುದೇ ಕಷ್ಟವಾಗಿದೆ. ಕೂಡಲೇ ಕೇಂದ್ರ ಸರ್ಕಾರ ಬೆಲೆ ಇಳಿಕೆ ಮಾಡಬೇಕು ಎಂದು ಆಗ್ರಹಿಸಿದರು. (392, 1015, 510, 1202)
race-code: (3-7-4) (151, 1322, 188, 1333)
dasara-dancers (776, 652, 970, 850)
race-tips-box (37, 1066, 194, 1642)
health-card-photo (786, 1240, 972, 1458)
race-horse-row (43, 1420, 188, 1433)
